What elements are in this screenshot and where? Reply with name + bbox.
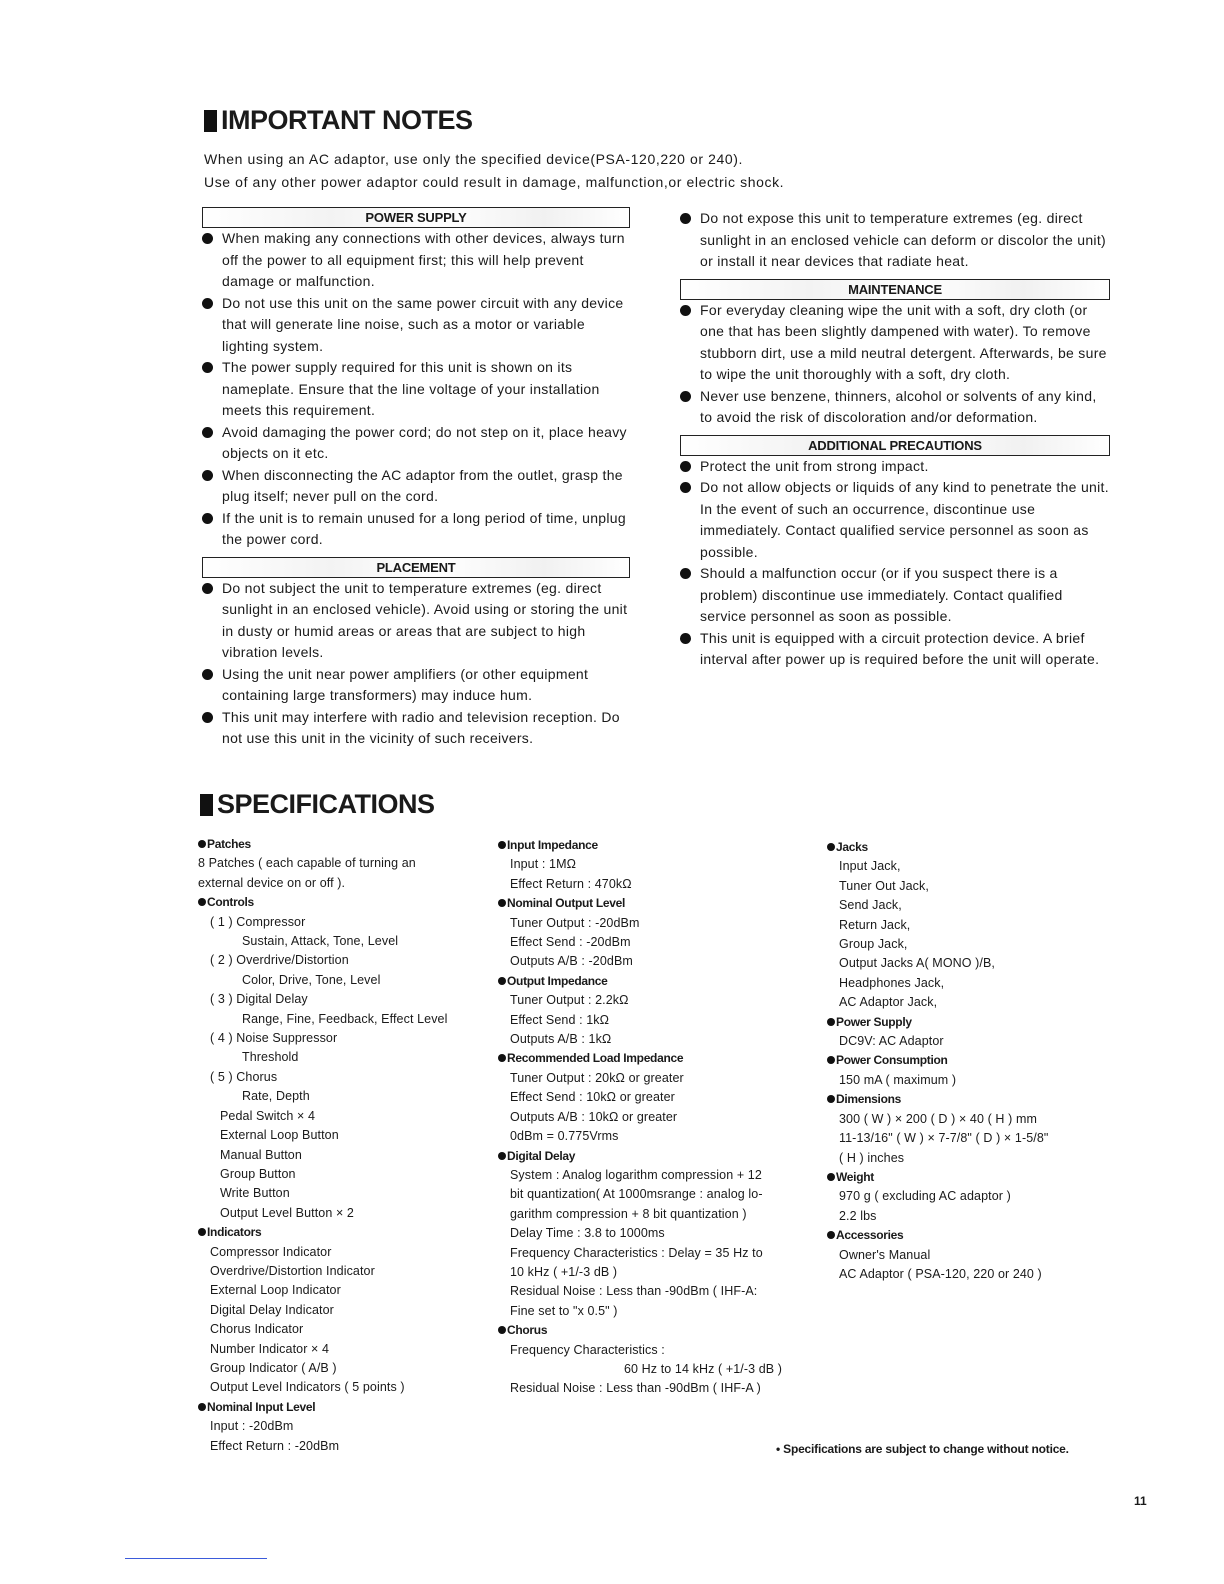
maintenance-heading: MAINTENANCE xyxy=(680,279,1110,300)
bullet-icon xyxy=(680,305,691,316)
spec-heading: Power Consumption xyxy=(827,1051,1127,1070)
spec-column-1: Patches 8 Patches ( each capable of turning an external device on or off ). Controls ( 1 ) Compressor Sustain, Attack, Tone, Level ( 2 ) Overdrive/Distortion Color, Drive, Tone, Level ( 3 ) Digital Delay Range, Fine, Feedback, Effect Level ( 4 ) Noise Suppressor Threshold ( 5 ) Chorus Rate, Depth Pedal Switch × 4 External Loop Button Manual Button Group Button Write Button Output Level Button × 2 Indicators Compressor Indicator Overdrive/Distortion Indicator External Loop Indicator Digital Delay Indicator Chorus Indicator Number Indicator × 4 Group Indicator ( A/B ) Output Level Indicators ( 5 points ) Nominal Input Level Input : -20dBm Effect Return : -20dBm xyxy=(198,835,488,1456)
spec-heading: Chorus xyxy=(498,1321,808,1340)
bullet-icon xyxy=(498,1152,506,1160)
list-item: Do not use this unit on the same power circuit with any device that will generate line noise, such as a motor or variable lighting system. xyxy=(202,293,630,358)
list-item: If the unit is to remain unused for a long period of time, unplug the power cord. xyxy=(202,508,630,551)
bullet-icon xyxy=(680,633,691,644)
spec-heading: Dimensions xyxy=(827,1090,1127,1109)
bullet-icon xyxy=(198,1228,206,1236)
bullet-icon xyxy=(202,298,213,309)
list-item: Never use benzene, thinners, alcohol or solvents of any kind, to avoid the risk of discoloration and/or deformation. xyxy=(680,386,1110,429)
list-item: Do not subject the unit to temperature extremes (eg. direct sunlight in an enclosed vehicle). Avoid using or storing the unit in dusty or humid areas or areas that are subject to high vibration levels. xyxy=(202,578,630,664)
bullet-icon xyxy=(202,669,213,680)
bullet-icon xyxy=(202,513,213,524)
bullet-icon xyxy=(827,1018,835,1026)
bullet-icon xyxy=(202,233,213,244)
important-notes-title: IMPORTANT NOTES xyxy=(204,105,473,136)
bullet-icon xyxy=(680,391,691,402)
bullet-icon xyxy=(198,898,206,906)
bullet-icon xyxy=(827,1095,835,1103)
power-supply-heading: POWER SUPPLY xyxy=(202,207,630,228)
bullet-icon xyxy=(680,568,691,579)
bullet-icon xyxy=(827,843,835,851)
bullet-icon xyxy=(827,1231,835,1239)
list-item: This unit may interfere with radio and television reception. Do not use this unit in the vicinity of such receivers. xyxy=(202,707,630,750)
spec-heading: Input Impedance xyxy=(498,836,808,855)
bullet-icon xyxy=(680,482,691,493)
bullet-icon xyxy=(202,427,213,438)
square-bullet-icon xyxy=(200,794,213,816)
spec-heading: Nominal Output Level xyxy=(498,894,808,913)
spec-heading: Accessories xyxy=(827,1226,1127,1245)
list-item: Protect the unit from strong impact. xyxy=(680,456,1110,478)
list-item: For everyday cleaning wipe the unit with a soft, dry cloth (or one that has been slightly dampened with water). To remove stubborn dirt, use a mild neutral detergent. Afterwards, be sure to wipe the unit thoroughly with a soft, dry cloth. xyxy=(680,300,1110,386)
bullet-icon xyxy=(202,712,213,723)
bullet-icon xyxy=(498,1326,506,1334)
spec-column-3: Jacks Input Jack, Tuner Out Jack, Send Jack, Return Jack, Group Jack, Output Jacks A( MONO )/B, Headphones Jack, AC Adaptor Jack, Power Supply DC9V: AC Adaptor Power Consumption 150 mA ( maximum ) Dimensions 300 ( W ) × 200 ( D ) × 40 ( H ) mm 11-13/16" ( W ) × 7-7/8" ( D ) × 1-5/8" ( H ) inches Weight 970 g ( excluding AC adaptor ) 2.2 lbs Accessories Owner's Manual AC Adaptor ( PSA-120, 220 or 240 ) xyxy=(827,838,1127,1284)
spec-heading: Weight xyxy=(827,1168,1127,1187)
spec-heading: Jacks xyxy=(827,838,1127,857)
bullet-icon xyxy=(498,899,506,907)
bullet-icon xyxy=(498,841,506,849)
bullet-icon xyxy=(198,840,206,848)
spec-footnote: • Specifications are subject to change without notice. xyxy=(776,1442,1069,1456)
bullet-icon xyxy=(198,1403,206,1411)
page-number: 11 xyxy=(1134,1494,1147,1508)
bullet-icon xyxy=(498,1054,506,1062)
list-item: When disconnecting the AC adaptor from the outlet, grasp the plug itself; never pull on the cord. xyxy=(202,465,630,508)
spec-heading: Digital Delay xyxy=(498,1147,808,1166)
bottom-rule xyxy=(125,1558,267,1559)
list-item: Do not allow objects or liquids of any kind to penetrate the unit. In the event of such an occurrence, discontinue use immediately. Contact qualified service personnel as soon as possible. xyxy=(680,477,1110,563)
spec-heading: Recommended Load Impedance xyxy=(498,1049,808,1068)
bullet-icon xyxy=(202,583,213,594)
list-item: Do not expose this unit to temperature extremes (eg. direct sunlight in an enclosed vehicle can deform or discolor the unit) or install it near devices that radiate heat. xyxy=(680,208,1110,273)
spec-heading: Power Supply xyxy=(827,1013,1127,1032)
square-bullet-icon xyxy=(204,110,217,132)
list-item: Avoid damaging the power cord; do not step on it, place heavy objects on it etc. xyxy=(202,422,630,465)
bullet-icon xyxy=(680,461,691,472)
bullet-icon xyxy=(498,977,506,985)
bullet-icon xyxy=(827,1056,835,1064)
list-item: The power supply required for this unit is shown on its nameplate. Ensure that the line voltage of your installation meets this requirement. xyxy=(202,357,630,422)
spec-heading: Controls xyxy=(198,893,488,912)
spec-heading: Patches xyxy=(198,835,488,854)
bullet-icon xyxy=(202,362,213,373)
spec-column-2: Input Impedance Input : 1MΩ Effect Return : 470kΩ Nominal Output Level Tuner Output : -20dBm Effect Send : -20dBm Outputs A/B : -20dBm Output Impedance Tuner Output : 2.2kΩ Effect Send : 1kΩ Outputs A/B : 1kΩ Recommended Load Impedance Tuner Output : 20kΩ or greater Effect Send : 10kΩ or greater Outputs A/B : 10kΩ or greater 0dBm = 0.775Vrms Digital Delay System : Analog logarithm compression + 12 bit quantization( At 1000msrange : analog lo- garithm compression + 8 bit quantization ) Delay Time : 3.8 to 1000ms Frequency Characteristics : Delay = 35 Hz to 10 kHz ( +1/-3 dB ) Residual Noise : Less than -90dBm ( IHF-A: Fine set to "x 0.5" ) Chorus Frequency Characteristics : 60 Hz to 14 kHz ( +1/-3 dB ) Residual Noise : Less than -90dBm ( IHF-A ) xyxy=(498,836,808,1399)
placement-heading: PLACEMENT xyxy=(202,557,630,578)
spec-heading: Nominal Input Level xyxy=(198,1398,488,1417)
list-item: Using the unit near power amplifiers (or other equipment containing large transformers) may induce hum. xyxy=(202,664,630,707)
bullet-icon xyxy=(202,470,213,481)
notes-right-column xyxy=(680,208,1110,671)
notes-left-column xyxy=(202,207,630,750)
bullet-icon xyxy=(827,1173,835,1181)
intro-text: When using an AC adaptor, use only the specified device(PSA-120,220 or 240). Use of any other power adaptor could result in damage, malfunction,or electric shock. xyxy=(204,151,785,190)
bullet-icon xyxy=(680,213,691,224)
list-item: When making any connections with other devices, always turn off the power to all equipment first; this will help prevent damage or malfunction. xyxy=(202,228,630,293)
list-item: Should a malfunction occur (or if you suspect there is a problem) discontinue use immediately. Contact qualified service personnel as soon as possible. xyxy=(680,563,1110,628)
spec-heading: Output Impedance xyxy=(498,972,808,991)
specifications-title: SPECIFICATIONS xyxy=(200,789,435,820)
spec-heading: Indicators xyxy=(198,1223,488,1242)
additional-precautions-heading: ADDITIONAL PRECAUTIONS xyxy=(680,435,1110,456)
list-item: This unit is equipped with a circuit protection device. A brief interval after power up is required before the unit will operate. xyxy=(680,628,1110,671)
